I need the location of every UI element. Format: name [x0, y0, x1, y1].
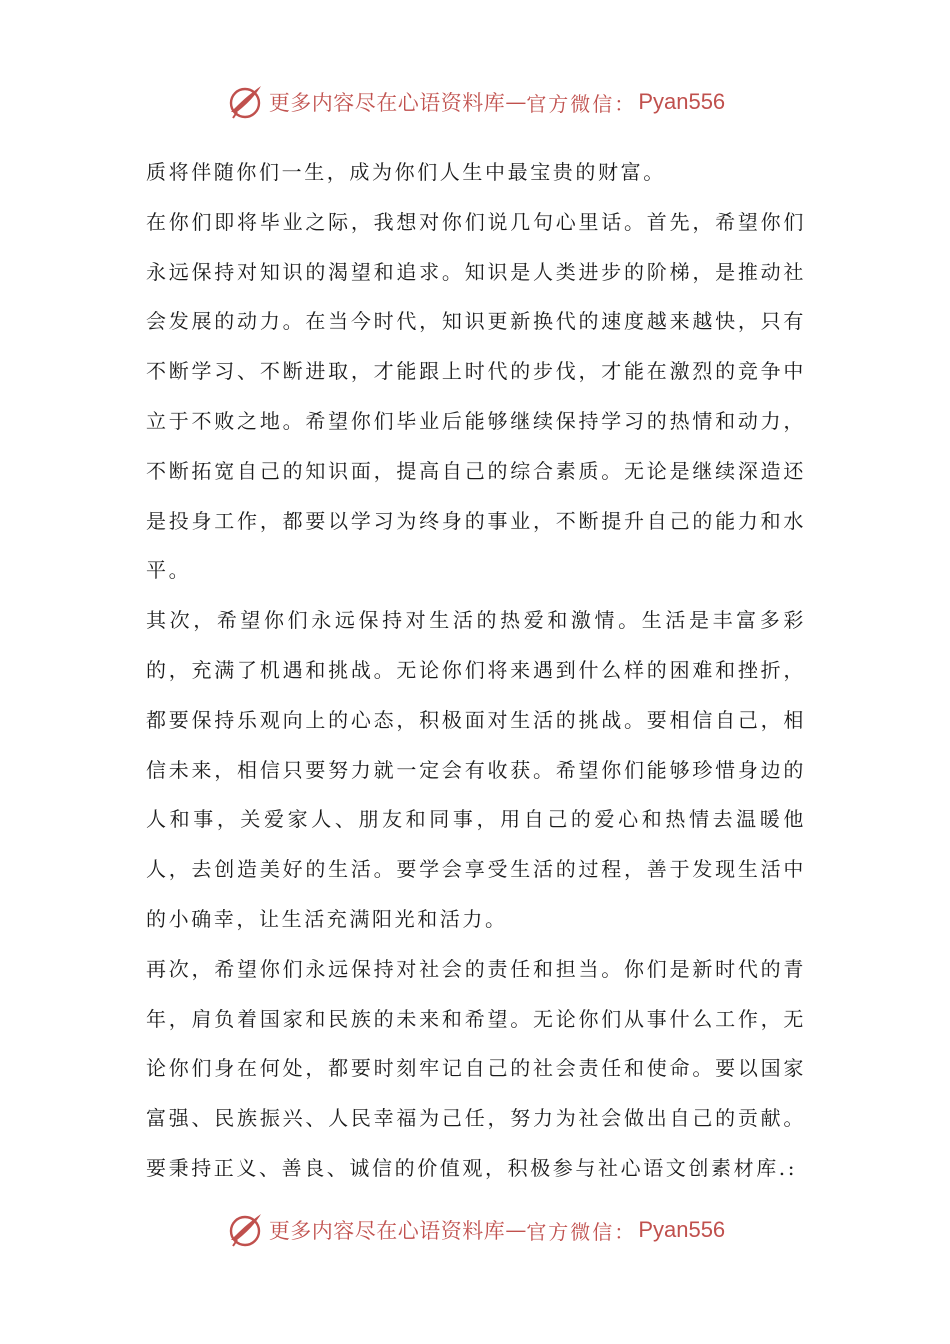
paragraph: 再次，希望你们永远保持对社会的责任和担当。你们是新时代的青年，肩负着国家和民族的未来和希望。无论你们从事什么工作，无论你们身在何处，都要时刻牢记自己的社会责任和使命。要以国家富强、民族振兴、人民幸福为己任，努力为社会做出自己的贡献。要秉持正义、善良、诚信的价值观，积极参与社心语文创素材库.:: [146, 956, 806, 1180]
banner-wechat-id: Pyan556: [638, 1217, 726, 1242]
paragraph: 在你们即将毕业之际，我想对你们说几句心里话。首先，希望你们永远保持对知识的渴望和追求。知识是人类进步的阶梯，是推动社会发展的动力。在当今时代，知识更新换代的速度越来越快，只有不断学习、不断进取，才能跟上时代的步伐，才能在激烈的竞争中立于不败之地。希望你们毕业后能够继续保持学习的热情和动力，不断拓宽自己的知识面，提高自己的综合素质。无论是继续深造还是投身工作，都要以学习为终身的事业，不断提升自己的能力和水平。: [146, 209, 806, 583]
header-banner: [0, 80, 950, 124]
paragraph: 质将伴随你们一生，成为你们人生中最宝贵的财富。: [146, 160, 666, 184]
banner-wechat-label: 官方微信：: [526, 1219, 637, 1244]
banner-wechat-label: 官方微信：: [526, 91, 637, 116]
banner-dash: —: [505, 90, 527, 114]
footer-banner: [0, 1208, 950, 1252]
quill-pen-logo-icon: [225, 1210, 265, 1250]
banner-dash: —: [505, 1218, 527, 1242]
banner-brand-text: 更多内容尽在心语资料库: [268, 1219, 506, 1243]
quill-pen-logo-icon: [225, 82, 265, 122]
paragraph: 其次，希望你们永远保持对生活的热爱和激情。生活是丰富多彩的，充满了机遇和挑战。无论你们将来遇到什么样的困难和挫折，都要保持乐观向上的心态，积极面对生活的挑战。要相信自己，相信未来，相信只要努力就一定会有收获。希望你们能够珍惜身边的人和事，关爱家人、朋友和同事，用自己的爱心和热情去温暖他人，去创造美好的生活。要学会享受生活的过程，善于发现生活中的小确幸，让生活充满阳光和活力。: [146, 608, 806, 931]
banner-brand-text: 更多内容尽在心语资料库: [268, 91, 506, 115]
banner-wechat-id: Pyan556: [638, 89, 726, 114]
document-body: [146, 148, 806, 1194]
